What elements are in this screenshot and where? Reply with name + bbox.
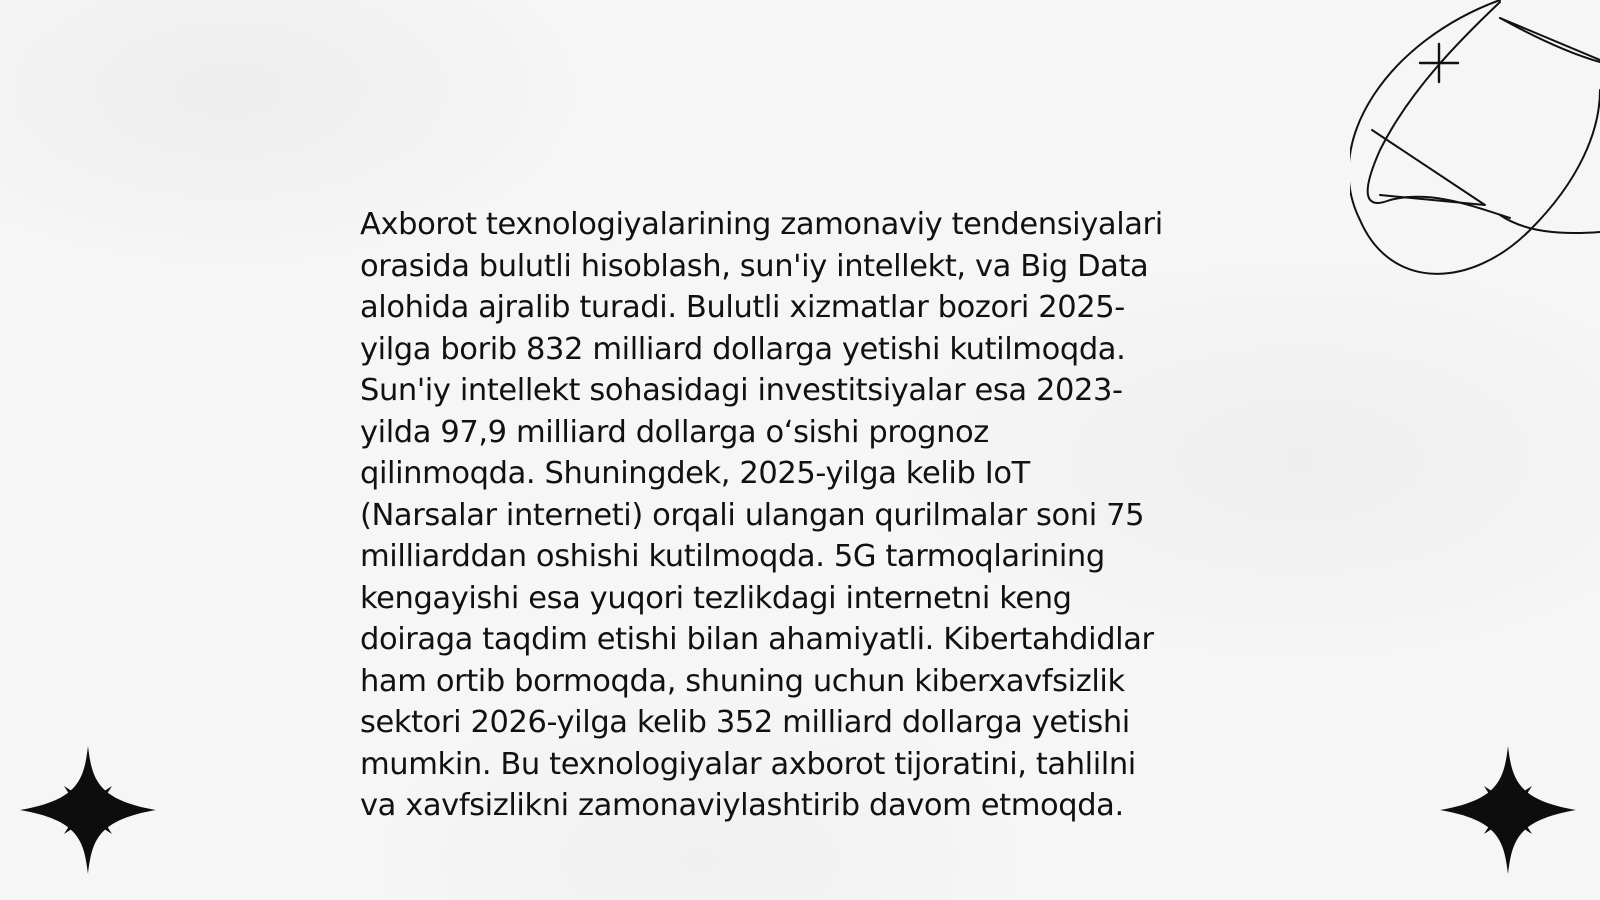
paragraph-line: Axborot texnologiyalarining zamonaviy tendensiyalari xyxy=(360,207,1163,242)
paragraph-line: alohida ajralib turadi. Bulutli xizmatlar bozori 2025- xyxy=(360,290,1125,325)
four-point-star-icon xyxy=(1438,740,1578,880)
body-paragraph xyxy=(360,204,1250,827)
paragraph-line: doiraga taqdim etishi bilan ahamiyatli. Kibertahdidlar xyxy=(360,622,1154,657)
paragraph-line: mumkin. Bu texnologiyalar axborot tijoratini, tahlilni xyxy=(360,746,1136,782)
paragraph-line: qilinmoqda. Shuningdek, 2025-yilga kelib IoT xyxy=(360,456,1030,491)
paragraph-line: va xavfsizlikni zamonaviylashtirib davom etmoqda. xyxy=(360,788,1124,823)
paragraph-line: yilda 97,9 milliard dollarga o‘sishi prognoz xyxy=(360,414,989,450)
four-point-star-icon xyxy=(18,740,158,880)
paragraph-line: (Narsalar interneti) orqali ulangan qurilmalar soni 75 xyxy=(360,497,1145,533)
paragraph-line: kengayishi esa yuqori tezlikdagi internetni keng xyxy=(360,580,1072,616)
orbit-line-sparkle-icon xyxy=(1350,0,1600,300)
paragraph-line: ham ortib bormoqda, shuning uchun kiberxavfsizlik xyxy=(360,663,1125,699)
paragraph-line: yilga borib 832 milliard dollarga yetishi kutilmoqda. xyxy=(360,331,1126,367)
paragraph-line: orasida bulutli hisoblash, sun'iy intellekt, va Big Data xyxy=(360,248,1149,284)
paragraph-line: sektori 2026-yilga kelib 352 milliard dollarga yetishi xyxy=(360,705,1130,740)
paragraph-line: Sun'iy intellekt sohasidagi investitsiyalar esa 2023- xyxy=(360,373,1123,408)
paragraph-line: milliarddan oshishi kutilmoqda. 5G tarmoqlarining xyxy=(360,539,1105,574)
